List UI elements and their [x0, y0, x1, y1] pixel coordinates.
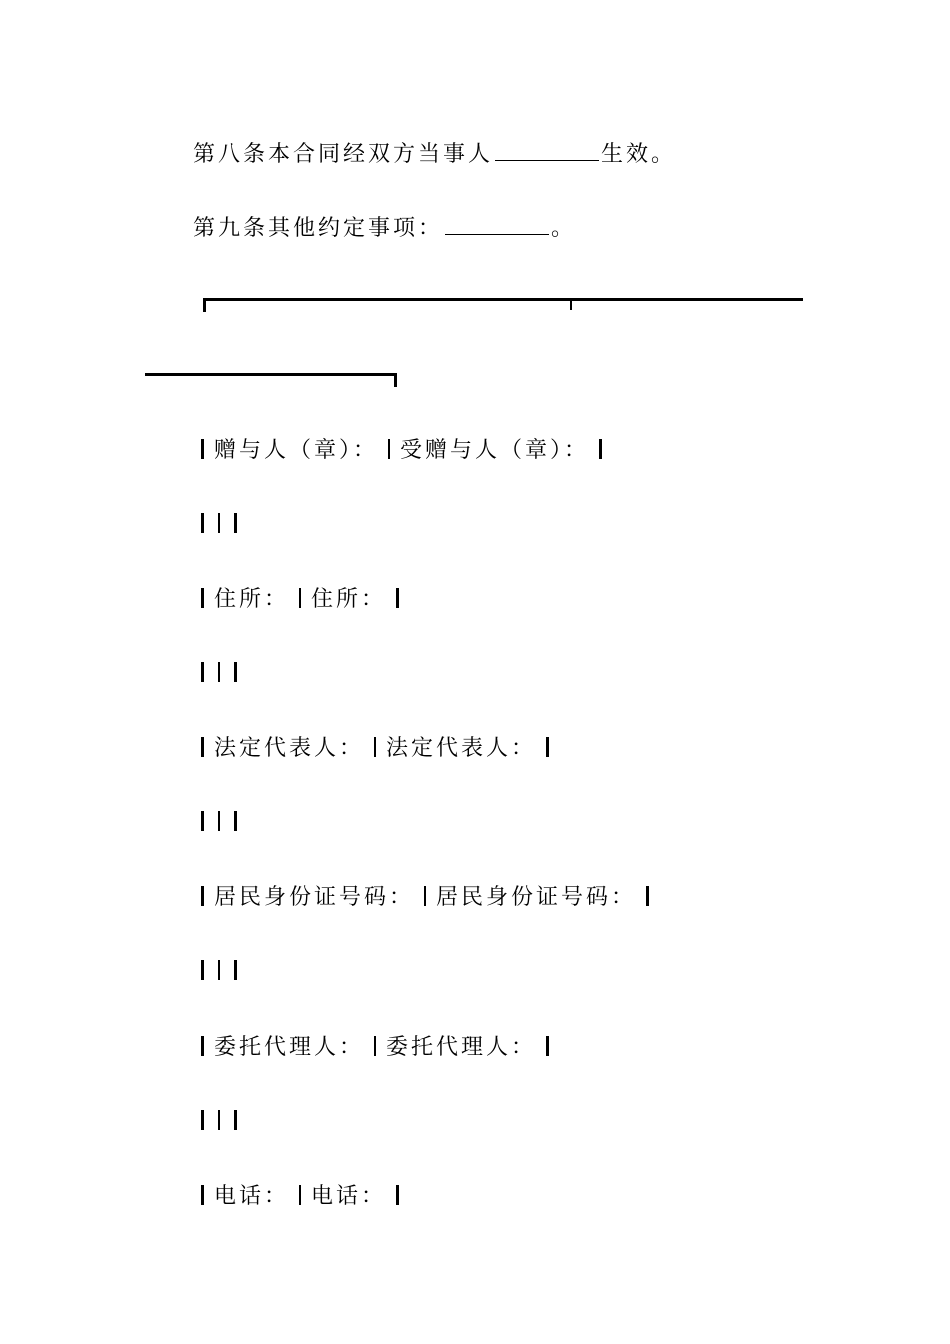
article-8-text-after: 生效。	[601, 142, 677, 167]
cell-border	[599, 439, 602, 459]
cell-border	[201, 588, 204, 608]
article-8	[193, 138, 676, 170]
row-6-left-label: 电话：	[214, 1184, 290, 1209]
table-row	[201, 436, 602, 466]
article-8-blank	[495, 138, 599, 161]
article-9	[193, 212, 576, 244]
cell-border	[201, 662, 204, 682]
cell-border	[374, 1036, 376, 1056]
row-6-right-label: 电话：	[311, 1184, 387, 1209]
article-9-text-before: 第九条其他约定事项：	[193, 216, 444, 241]
table-row-empty	[201, 510, 237, 540]
row-4-left-label: 居民身份证号码：	[214, 885, 415, 910]
table-row	[201, 585, 399, 615]
cell-border	[201, 886, 204, 906]
table-row-empty	[201, 1107, 237, 1137]
cell-border	[424, 886, 426, 906]
cell-border	[396, 1185, 399, 1205]
cell-border	[546, 737, 549, 757]
table-row	[201, 1182, 399, 1212]
row-4-right-label: 居民身份证号码：	[436, 885, 637, 910]
row-3-right-label: 法定代表人：	[386, 736, 537, 761]
cell-border	[234, 662, 237, 682]
cell-border	[218, 513, 220, 533]
cell-border	[201, 513, 204, 533]
row-2-right-label: 住所：	[311, 587, 387, 612]
row-1-left-label: 赠与人（章）：	[214, 438, 379, 463]
cell-border	[299, 588, 301, 608]
cell-border	[201, 1110, 204, 1130]
cell-border	[234, 1110, 237, 1130]
cell-border	[218, 811, 220, 831]
table-row	[201, 883, 649, 913]
cell-border	[299, 1185, 301, 1205]
table-row-empty	[201, 659, 237, 689]
cell-border	[218, 1110, 220, 1130]
row-2-left-label: 住所：	[214, 587, 290, 612]
cell-border	[218, 662, 220, 682]
cell-border	[201, 439, 204, 459]
cell-border	[201, 1185, 204, 1205]
row-5-left-label: 委托代理人：	[214, 1035, 365, 1060]
article-8-text-before: 第八条本合同经双方当事人	[193, 142, 494, 167]
row-5-right-label: 委托代理人：	[386, 1035, 537, 1060]
cell-border	[201, 811, 204, 831]
table-row	[201, 1033, 549, 1063]
cell-border	[201, 960, 204, 980]
article-9-text-after: 。	[551, 216, 577, 241]
cell-border	[388, 439, 390, 459]
table-row-empty	[201, 808, 237, 838]
cell-border	[234, 811, 237, 831]
table-row	[201, 734, 549, 764]
row-3-left-label: 法定代表人：	[214, 736, 365, 761]
cell-border	[201, 737, 204, 757]
cell-border	[201, 1036, 204, 1056]
cell-border	[218, 960, 220, 980]
cell-border	[234, 513, 237, 533]
cell-border	[396, 588, 399, 608]
cell-border	[546, 1036, 549, 1056]
cell-border	[234, 960, 237, 980]
table-row-empty	[201, 957, 237, 987]
cell-border	[374, 737, 376, 757]
article-9-blank	[445, 212, 549, 235]
row-1-right-label: 受赠与人（章）：	[400, 438, 590, 463]
cell-border	[646, 886, 649, 906]
